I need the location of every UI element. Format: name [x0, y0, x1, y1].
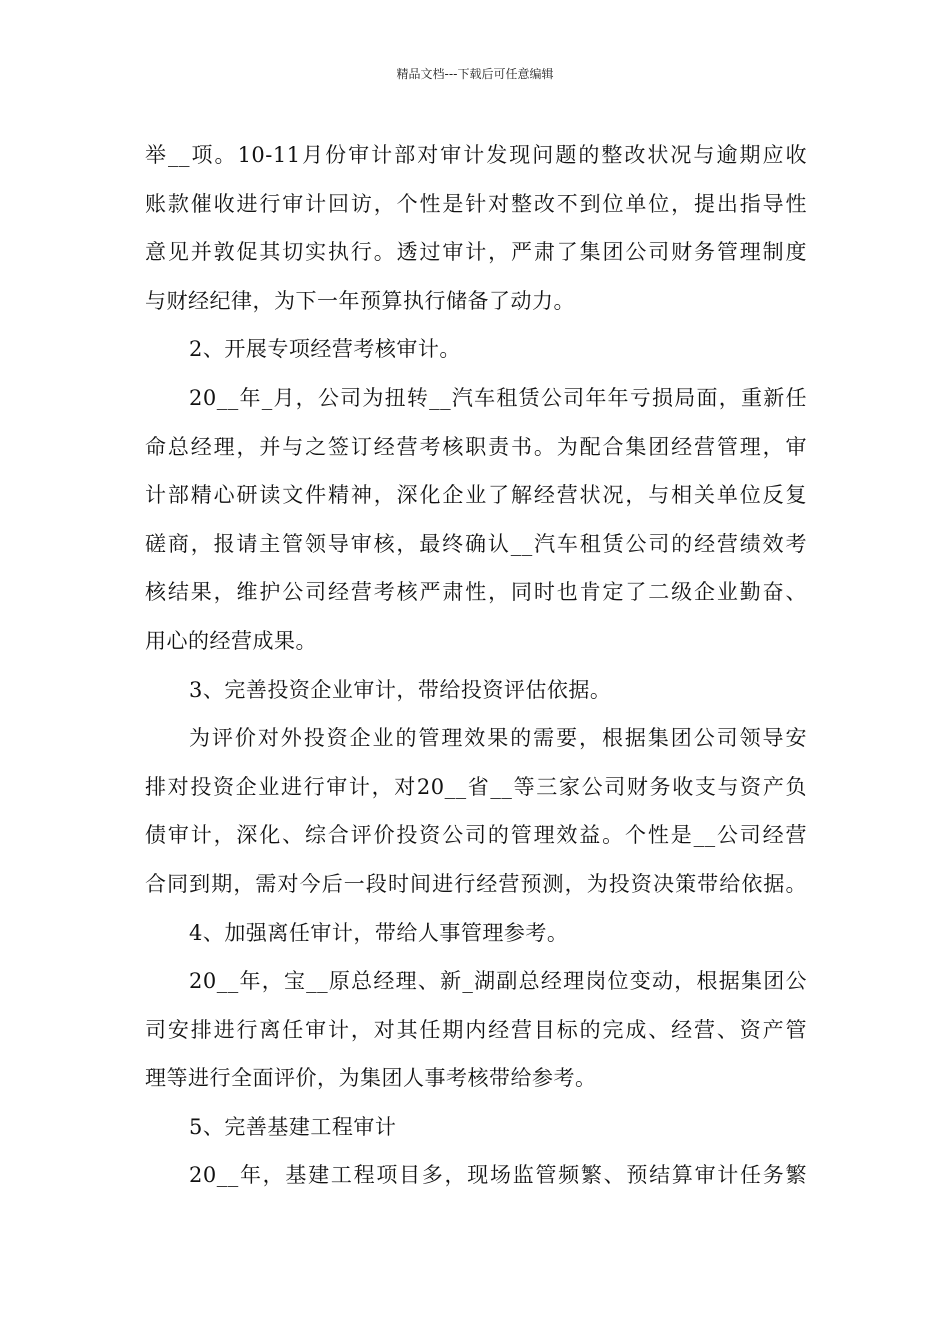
text-line: 计部精心研读文件精神，深化企业了解经营状况，与相关单位反复 — [145, 483, 807, 508]
text-line: 理等进行全面评价，为集团人事考核带给参考。 — [145, 1066, 597, 1091]
text-line: 意见并敦促其切实执行。透过审计，严肃了集团公司财务管理制度 — [145, 240, 807, 265]
text-line: 司安排进行离任审计，对其任期内经营目标的完成、经营、资产管 — [145, 1017, 807, 1042]
text-line: 用心的经营成果。 — [145, 628, 317, 653]
text-line: 核结果，维护公司经营考核严肃性，同时也肯定了二级企业勤奋、 — [145, 580, 807, 605]
page-header: 精品文档---下载后可任意编辑 — [396, 67, 554, 81]
text-line: 4、加强离任审计，带给人事管理参考。 — [189, 920, 569, 945]
text-line: 与财经纪律，为下一年预算执行储备了动力。 — [145, 288, 575, 313]
document-body — [145, 131, 807, 1200]
text-line: 债审计，深化、综合评价投资公司的管理效益。个性是__公司经营 — [145, 823, 807, 848]
text-line: 20__年，基建工程项目多，现场监管频繁、预结算审计任务繁 — [189, 1163, 807, 1188]
text-line: 2、开展专项经营考核审计。 — [189, 337, 461, 362]
text-line: 举__项。10-11月份审计部对审计发现问题的整改状况与逾期应收 — [145, 143, 807, 167]
text-line: 20__年，宝__原总经理、新_湖副总经理岗位变动，根据集团公 — [189, 969, 807, 994]
text-line: 磋商，报请主管领导审核，最终确认__汽车租赁公司的经营绩效考 — [145, 531, 807, 556]
text-line: 账款催收进行审计回访，个性是针对整改不到位单位，提出指导性 — [145, 191, 807, 216]
text-line: 5、完善基建工程审计 — [189, 1114, 397, 1139]
text-line: 为评价对外投资企业的管理效果的需要，根据集团公司领导安 — [189, 726, 807, 751]
text-line: 命总经理，并与之签订经营考核职责书。为配合集团经营管理，审 — [145, 434, 807, 459]
text-line: 20__年_月，公司为扭转__汽车租赁公司年年亏损局面，重新任 — [189, 385, 807, 410]
text-line: 3、完善投资企业审计，带给投资评估依据。 — [189, 677, 612, 702]
text-line: 排对投资企业进行审计，对20__省__等三家公司财务收支与资产负 — [145, 774, 807, 799]
text-line: 合同到期，需对今后一段时间进行经营预测，为投资决策带给依据。 — [145, 871, 807, 896]
